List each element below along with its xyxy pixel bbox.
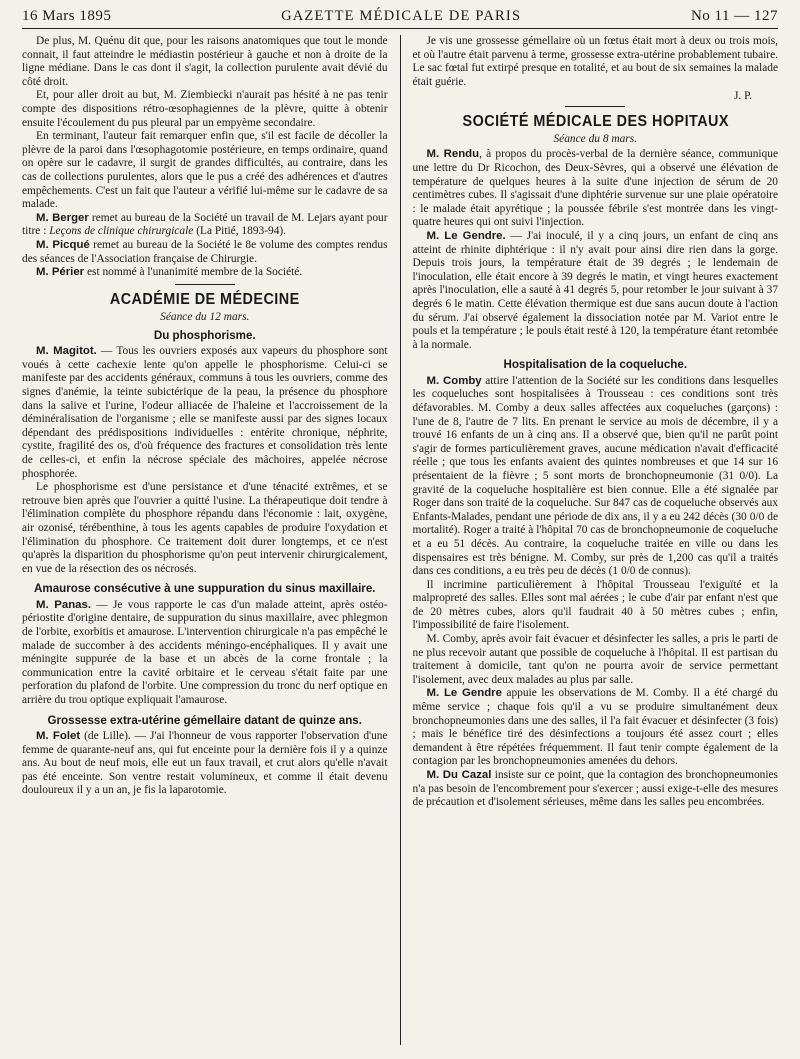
author-signature: J. P.	[733, 90, 753, 103]
speaker-name: M. Comby	[426, 374, 482, 387]
speaker-name: M. Magitot.	[36, 345, 97, 358]
paragraph-panas: M. Panas. — Je vous rapporte le cas d'un malade atteint, après ostéo-périostite d'origine dentaire, de suppuration du sinus maxillaire, avec phlegmon de l'orbite, exorbitis et amaurose. L'intervention chirurgicale n'a pas empêché le malade de succomber à des accidents méningo-encéphaliques. Il y avait une méningite suppurée de la base et un abcès de la corne frontale ; la communication entre la cavité orbitaire et le cerveau s'était faite par une perforation du plafond de l'orbite. Une compression du tronc du nerf optique en arrière du trou optique expliquait l'amaurose.	[22, 598, 388, 706]
issue-page-number: No 11 — 127	[690, 8, 778, 24]
speaker-name: M. Rendu	[426, 148, 480, 161]
session-date: Séance du 12 mars.	[160, 310, 250, 323]
book-title: Leçons de clinique chirurgicale	[49, 225, 194, 238]
subsection-heading: Du phosphorisme.	[153, 328, 256, 342]
paragraph: De plus, M. Quénu dit que, pour les raisons anatomiques que tout le monde connait, il faut atteindre le médiastin postérieur à gauche et non à droite de la ligne médiane. Dans le cas dont il s'agit, la collection purulente avait dévié du côté droit.	[22, 35, 388, 88]
paragraph: Et, pour aller droit au but, M. Ziembiecki n'aurait pas hésité à ne pas tenir compte des dispositions rétro-œsophagiennes de la plèvre, quitte à obtenir ensuite l'écoulement du pus pleural par un empyème secondaire.	[22, 89, 388, 129]
speaker-name: M. Picqué	[36, 238, 90, 251]
subsection-heading: Grossesse extra-utérine gémellaire datant de quinze ans.	[47, 713, 362, 727]
paragraph: Le phosphorisme est d'une persistance et d'une ténacité extrêmes, et se retrouve bien après que l'ouvrier a quitté l'usine. La thérapeutique doit tendre à l'élimination complète du phosphore répandu dans l'économie : lait, oxygène, air ozonisé, térébenthine, à tous les agents capables de produire l'oxydation et l'élimination du phosphore. Ce traitement doit durer longtemps, et ce n'est qu'après la disparition du phosphorisme qu'on peut intervenir chirurgicalement, en vue de la résection des os nécrosés.	[22, 481, 388, 575]
section-divider	[565, 106, 625, 107]
speaker-name: M. Le Gendre.	[426, 229, 506, 242]
page-header	[22, 8, 778, 29]
speaker-name: M. Du Cazal	[426, 769, 492, 781]
speaker-name: M. Panas.	[36, 598, 91, 611]
paragraph: Je vis une grossesse gémellaire où un fœtus était mort à deux ou trois mois, et où l'autre était parvenu à terme, grossesse extra-utérine probablement tubaire. Le sac fœtal fut extirpé presque en totalité, et au bout de six semaines la malade était guérie.	[412, 35, 779, 88]
paragraph-rendu: M. Rendu, à propos du procès-verbal de la dernière séance, communique une lettre du Dr Ricochon, des Deux-Sèvres, qui a observé une élévation de température de quelques heures à la suite d'une injection de sérum de 20 centimètres cubes. Il s'agissait d'une diphtérie survenue sur une plaie opératoire : le malade était apyrétique ; la poussée fébrile s'est montrée dans les vingt-quatre heures qui ont suivi l'injection.	[412, 148, 779, 229]
section-divider	[175, 284, 235, 285]
speaker-name: M. Périer	[36, 266, 85, 279]
speaker-name: M. Berger	[36, 211, 89, 224]
paragraph: Il incrimine particulièrement à l'hôpital Trousseau l'exiguïté et la malpropreté des salles. Elles sont mal aérées ; le cube d'air par enfant n'est que de 20 mètres cubes, alors qu'il faudrait 40 à 50 mètres cubes ; enfin, l'impossibilité de faire l'isolement.	[412, 578, 779, 632]
journal-title: GAZETTE MÉDICALE DE PARIS	[281, 8, 522, 24]
paragraph-picque: M. Picqué remet au bureau de la Société le 8e volume des comptes rendus des séances de l'Association française de Chirurgie.	[22, 238, 388, 265]
paragraph-magitot: M. Magitot. — Tous les ouvriers exposés aux vapeurs du phosphore sont voués à cette cachexie lente qu'on appelle le phosphorisme. Celui-ci se manifeste par des accidents généraux, communs à tous les ouvriers, comme des signes d'anémie, la teinte subictérique de la peau, la présence du phosphore dans la salive et l'urine, l'odeur alliacée de l'haleine et l'accroissement de la déminéralisation de l'organisme ; elle se manifeste aussi par des signes locaux dépendant des prédispositions individuelles : entérite chronique, néphrite, cystite, fragilité des os, d'où fréquence des fractures et consolidation très lente de celles-ci, et enfin la nécrose spéciale des mâchoires, appelée nécrose phosphorée.	[22, 345, 388, 480]
paragraph-legendre: M. Le Gendre appuie les observations de M. Comby. Il a été chargé du même service ; chaque fois qu'il a vu se produire simultanément deux bronchopneumonies dans une des salles, il l'a fait évacuer et désinfecter (3 fois) ; mais le bénéfice tiré des désinfections a toujours été assez court ; elles demandent à être répétées fréquemment. Il faut tenir compte également de la contagion par les bronchopneumonies amenées du dehors.	[412, 687, 779, 768]
columns	[22, 35, 778, 1045]
speaker-name: M. Folet	[36, 730, 81, 743]
column-rule	[400, 35, 401, 1045]
right-column	[413, 35, 779, 1045]
paragraph-ducazal: M. Du Cazal insiste sur ce point, que la contagion des bronchopneumonies n'a pas besoin de l'encombrement pour s'exercer ; aussi exige-t-elle des mesures de précaution et d'isolement sérieuses, même dans les salles peu encombrées.	[412, 769, 779, 809]
subsection-heading: Amaurose consécutive à une suppuration du sinus maxillaire.	[34, 582, 376, 596]
paragraph-comby: M. Comby attire l'attention de la Société sur les conditions dans lesquelles les coqueluches sont hospitalisées à Trousseau : ces conditions sont très défavorables. M. Comby a deux salles affectées aux coqueluches (garçons) : l'une de 8, l'autre de 7 lits. En prenant le service au mois de décembre, il y a trouvé 16 enfants de un à cinq ans. Il a observé que, bien qu'il ne parût point s'agir de formes particulièrement graves, aucune médication n'avait d'efficacité réelle ; que tous les enfants avaient des quintes nombreuses et que 14 sur 16 présentaient de la fièvre ; 5 sont morts de bronchopneumonie (31 0/0). La gravité de la coqueluche hospitalière est bien connue. Elle a été signalée par Roger dans son traité de la coqueluche. Sur 847 cas de coqueluche observés aux Enfants-Malades, pendant une période de dix ans, il y a eu 242 décès (30 0/0 de mortalité). Roger a traité à l'hôpital 70 cas de bronchopneumonie de coqueluche et a eu 51 décès. Au contraire, la coqueluche traitée en ville ou dans les dispensaires est très bénigne. M. Comby, sur près de 1,200 cas qu'il a traités dans ces conditions, a eu très peu de décès (1 0/0 de connus).	[412, 374, 779, 578]
paragraph-folet: M. Folet (de Lille). — J'ai l'honneur de vous rapporter l'observation d'une femme de quarante-neuf ans, qui fut enceinte pour la dernière fois il y a quinze ans. Au bout de neuf mois, elle eut un faux travail, et crut alors qu'elle n'avait pas été enceinte. Son ventre restait volumineux, et comme il était devenu douloureux il y a un an, je fis la laparotomie.	[22, 730, 388, 797]
paragraph-legendre: M. Le Gendre. — J'ai inoculé, il y a cinq jours, un enfant de cinq ans atteint de rhinite diphtérique : il n'y avait pour ainsi dire rien dans la gorge. Depuis trois jours, la température était de 39 degrés ; le lendemain de l'inoculation, elle était encore à 39 degrés le matin, et vingt heures exactement après l'inoculation, elle a sauté à 41 degrés 5, pour retomber le jour suivant à 37 degrés 6 le matin. Cette élévation thermique est due sans aucun doute à l'action du sérum. J'ai observé également la dissociation notée par M. Variot entre le pouls et la température ; le pouls était resté à 120, la température étant retombée à la normale.	[412, 229, 779, 351]
section-heading-hopitaux: SOCIÉTÉ MÉDICALE DES HOPITAUX	[462, 113, 729, 131]
paragraph: En terminant, l'auteur fait remarquer enfin que, s'il est facile de décoller la plèvre de la paroi dans l'œsophagotomie postérieure, en temps ordinaire, quand on opère sur le cadavre, il surgit de grandes difficultés, au contraire, dans les cas de collections purulentes, alors que le pus a créé des adhérences et d'autres empêchements. C'est un fait que l'auteur a vérifié lui-même sur le cadavre de sa malade.	[22, 130, 388, 211]
paragraph-berger: M. Berger remet au bureau de la Société un travail de M. Lejars ayant pour titre : Leçons de clinique chirurgicale (La Pitié, 1893-94).	[22, 211, 388, 238]
subsection-heading: Hospitalisation de la coqueluche.	[503, 358, 688, 372]
issue-date: 16 Mars 1895	[22, 8, 112, 24]
left-column	[22, 35, 388, 1045]
session-date: Séance du 8 mars.	[553, 133, 638, 146]
paragraph: M. Comby, après avoir fait évacuer et désinfecter les salles, a pris le parti de ne plus recevoir autant que possible de coqueluche à l'hôpital. Il est partisan du traitement à domicile, tant qu'on ne pourra avoir de service permettant l'isolement, avec deux malades au plus par salle.	[412, 633, 779, 686]
section-heading-academie: ACADÉMIE DE MÉDECINE	[109, 290, 300, 308]
paragraph-perier: M. Périer est nommé à l'unanimité membre de la Société.	[36, 266, 303, 279]
speaker-name: M. Le Gendre	[426, 687, 502, 700]
